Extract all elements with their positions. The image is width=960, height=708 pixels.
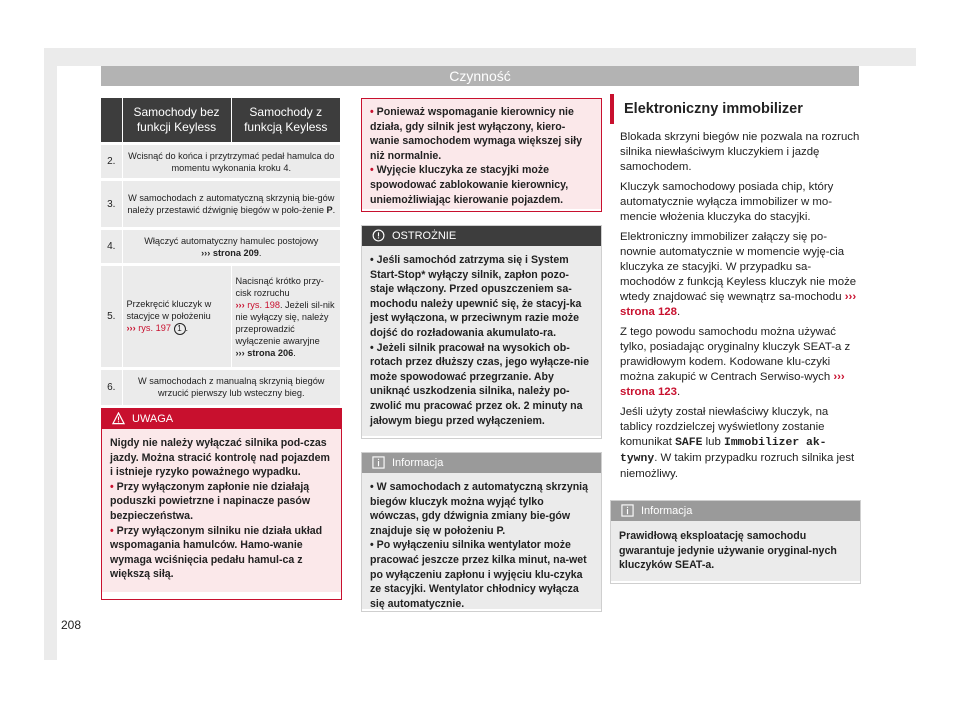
step-text: W samochodach z manualną skrzynią biegów wrzucić pierwszy lub wsteczny bieg.: [122, 369, 340, 405]
info-header: [611, 501, 860, 521]
table-header-blank: [101, 98, 122, 144]
table-header-no-keyless: Samochody bez funkcji Keyless: [122, 98, 231, 144]
section-header: [101, 66, 859, 86]
info-header: [362, 453, 601, 473]
warning-bullet: • Wyjęcie kluczyka ze stacyjki może spowodować zablokowanie kierownicy, uniemożliwiając kierowanie pojazdem.: [370, 164, 569, 206]
warning-bullet: • Przy wyłączonym silniku nie działa układ wspomagania hamulców. Hamo-wanie wymaga wciśnięcia pedału hamul-ca z większą siłą.: [110, 524, 323, 581]
paragraph: Elektroniczny immobilizer załączy się po-nownie automatycznie w momencie wyję-cia kluczyka ze stacyjki. W przypadku sa-mochodów z funkcją Keyless kluczyk nie może wtedy znajdować się wewnątrz sa-mochodu ››› strona 128.: [620, 231, 857, 318]
step-text: Włączyć automatyczny hamulec postojowy ››› strona 209.: [122, 229, 340, 265]
table-row: [101, 265, 340, 369]
info-icon: [372, 456, 385, 469]
info-bullet: • Po wyłączeniu silnika wentylator może pracować jeszcze przez kilka minut, na-wet po wyłączeniu zapłonu i wyjęciu klu-czyka ze stacyjki. Wentylator chłodnicy wyłącza się automatycznie.: [370, 539, 587, 610]
callout-circle: 1: [174, 323, 186, 335]
caution-title: OSTROŻNIE: [392, 230, 457, 242]
table-row: [101, 180, 340, 229]
warning-bullet: • Ponieważ wspomaganie kierownicy nie działa, gdy silnik jest wyłączony, kiero-wanie samochodem wymaga większej siły niż normalnie.: [370, 106, 582, 162]
warning-bullet: • Przy wyłączonym zapłonie nie działają poduszki powietrzne i napinacze pasów bezpieczeństwa.: [110, 480, 311, 522]
caution-bullet: • Jeśli samochód zatrzyma się i System Start-Stop* wyłączy silnik, zapłon pozo-staje włączony. Przed opuszczeniem sa-mochodu należy upewnić się, że stacyj-ka jest wyłączona, w przeciwnym razie może dojść do rozładowania akumulato-ra.: [370, 254, 582, 339]
step-text: W samochodach z automatyczną skrzynią bie-gów należy przestawić dźwignię biegów w poło-żenie P.: [122, 180, 340, 229]
paragraph: Kluczyk samochodowy posiada chip, który automatycznie wyłącza immobilizer w mo-mencie włożenia kluczyka do stacyjki.: [620, 181, 834, 223]
warning-intro: Nigdy nie należy wyłączać silnika pod-czas jazdy. Można stracić kontrolę nad pojazdem i istnieje ryzyko poważnego wypadku.: [110, 437, 330, 479]
warning-title: UWAGA: [132, 413, 174, 425]
warning-continuation-box: [361, 98, 602, 212]
caution-circle-icon: [372, 229, 385, 242]
info-text: Prawidłową eksploatację samochodu gwarantuje jedynie używanie oryginal-nych kluczyków SEAT-a.: [619, 530, 837, 572]
steps-table: [101, 98, 340, 405]
section-title: Czynność: [449, 68, 511, 84]
table-header-keyless: Samochody z funkcją Keyless: [231, 98, 340, 144]
page-number: 208: [61, 618, 82, 632]
step-number: 6.: [101, 369, 122, 405]
info-icon: [621, 504, 634, 517]
info-title: Informacja: [641, 505, 693, 517]
page-reference[interactable]: strona 123: [620, 386, 677, 398]
display-message: Immobilizer ak-tywny: [620, 437, 827, 465]
step-number: 2.: [101, 144, 122, 180]
step-number: 4.: [101, 229, 122, 265]
step-text: Wcisnąć do końca i przytrzymać pedał hamulca do momentu wykonania kroku 4.: [122, 144, 340, 180]
paragraph: Jeśli użyty został niewłaściwy kluczyk, na tablicy rozdzielczej wyświetlony zostanie komunikat SAFE lub Immobilizer ak-tywny. W takim przypadku rozruch silnika jest niemożliwy.: [620, 406, 855, 480]
info-box-2: [610, 500, 861, 584]
caution-header: [362, 226, 601, 246]
paragraph: Blokada skrzyni biegów nie pozwala na rozruch silnika niewłaściwym kluczykiem i jazdę samochodem.: [620, 131, 860, 173]
info-bullet: • W samochodach z automatyczną skrzynią biegów kluczyk można wyjąć tylko wówczas, gdy dźwignia zmiany bie-gów znajduje się w położeniu P.: [370, 481, 589, 537]
display-message: SAFE: [675, 437, 703, 449]
section-heading: Elektroniczny immobilizer: [610, 94, 873, 124]
paragraph: Z tego powodu samochodu można używać tylko, posiadając oryginalny kluczyk SEAT-a z prawidłowym kodem. Kodowane klu-czyki można zakupić w Centrach Serwiso-wych ››› strona 123.: [620, 326, 851, 398]
page-reference[interactable]: strona 206: [247, 347, 294, 358]
step-number: 5.: [101, 265, 122, 369]
page-reference[interactable]: strona 209: [212, 247, 259, 258]
warning-header: [102, 409, 341, 429]
figure-reference[interactable]: rys. 197: [138, 323, 171, 333]
table-row: [101, 369, 340, 405]
step-text-keyless: Nacisnąć krótko przy-cisk rozruchu ››› rys. 198. Jeżeli sil-nik nie wyłączy się, należy przeprowadzić wyłączenie awaryjne ››› strona 206.: [231, 265, 340, 369]
table-row: [101, 144, 340, 180]
caution-box: [361, 225, 602, 439]
info-box: [361, 452, 602, 612]
table-row: [101, 229, 340, 265]
warning-box: [101, 408, 342, 600]
warning-triangle-icon: [112, 412, 125, 425]
step-text-no-keyless: Przekręcić kluczyk w stacyjce w położeniu ››› rys. 197 1 .: [122, 265, 231, 369]
caution-bullet: • Jeżeli silnik pracował na wysokich ob-rotach przez dłuższy czas, jego wyłącze-nie może spowodować przegrzanie. Aby uniknąć uszkodzenia silnika, należy po-zwolić mu pracować przez ok. 2 minuty na jałowym biegu przed wyłączeniem.: [370, 341, 590, 427]
figure-reference[interactable]: rys. 198: [247, 299, 280, 310]
info-title: Informacja: [392, 457, 444, 469]
page-reference[interactable]: strona 128: [620, 306, 677, 318]
immobilizer-text: [620, 130, 860, 487]
step-number: 3.: [101, 180, 122, 229]
